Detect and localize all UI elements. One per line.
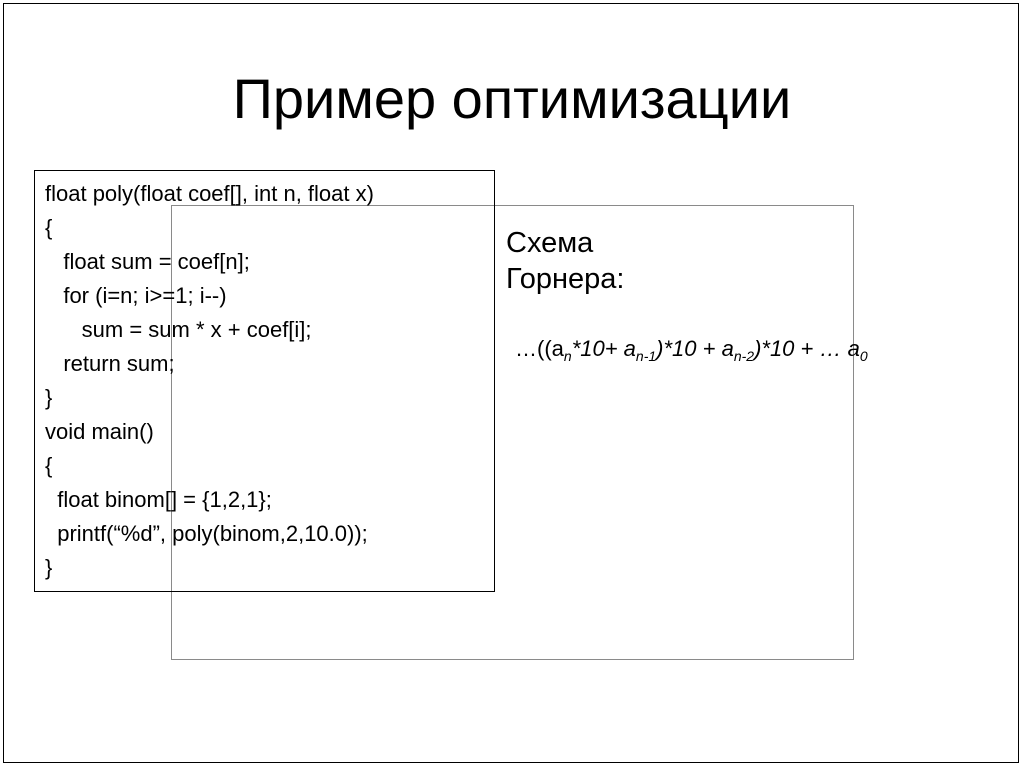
code-line: printf(“%d”, poly(binom,2,10.0)); [45, 521, 368, 546]
slide-title: Пример оптимизации [232, 67, 792, 130]
formula-subscript: n-1 [635, 348, 657, 364]
code-line: void main() [45, 419, 154, 444]
code-line: sum = sum * x + coef[i]; [45, 317, 312, 342]
formula-part: )*10 + a [656, 336, 734, 361]
formula-part: )*10 + … a [754, 336, 860, 361]
code-line: } [45, 385, 53, 410]
code-line: float binom[] = {1,2,1}; [45, 487, 272, 512]
code-line: { [45, 453, 53, 478]
horner-label-line1: Схема [506, 227, 594, 259]
formula-subscript: n-2 [733, 348, 755, 364]
formula-part: *10+ a [571, 336, 636, 361]
code-line: for (i=n; i>=1; i--) [45, 283, 227, 308]
horner-label-line2: Горнера: [506, 263, 625, 295]
formula-part: …((a [515, 336, 564, 361]
code-line: } [45, 555, 53, 580]
code-line: float poly(float coef[], int n, float x) [45, 181, 374, 206]
horner-formula [515, 335, 868, 363]
horner-label [506, 225, 624, 297]
code-line: float sum = coef[n]; [45, 249, 250, 274]
code-line: { [45, 215, 53, 240]
code-line: return sum; [45, 351, 175, 376]
formula-subscript: n [563, 348, 572, 364]
formula-subscript: 0 [859, 348, 868, 364]
